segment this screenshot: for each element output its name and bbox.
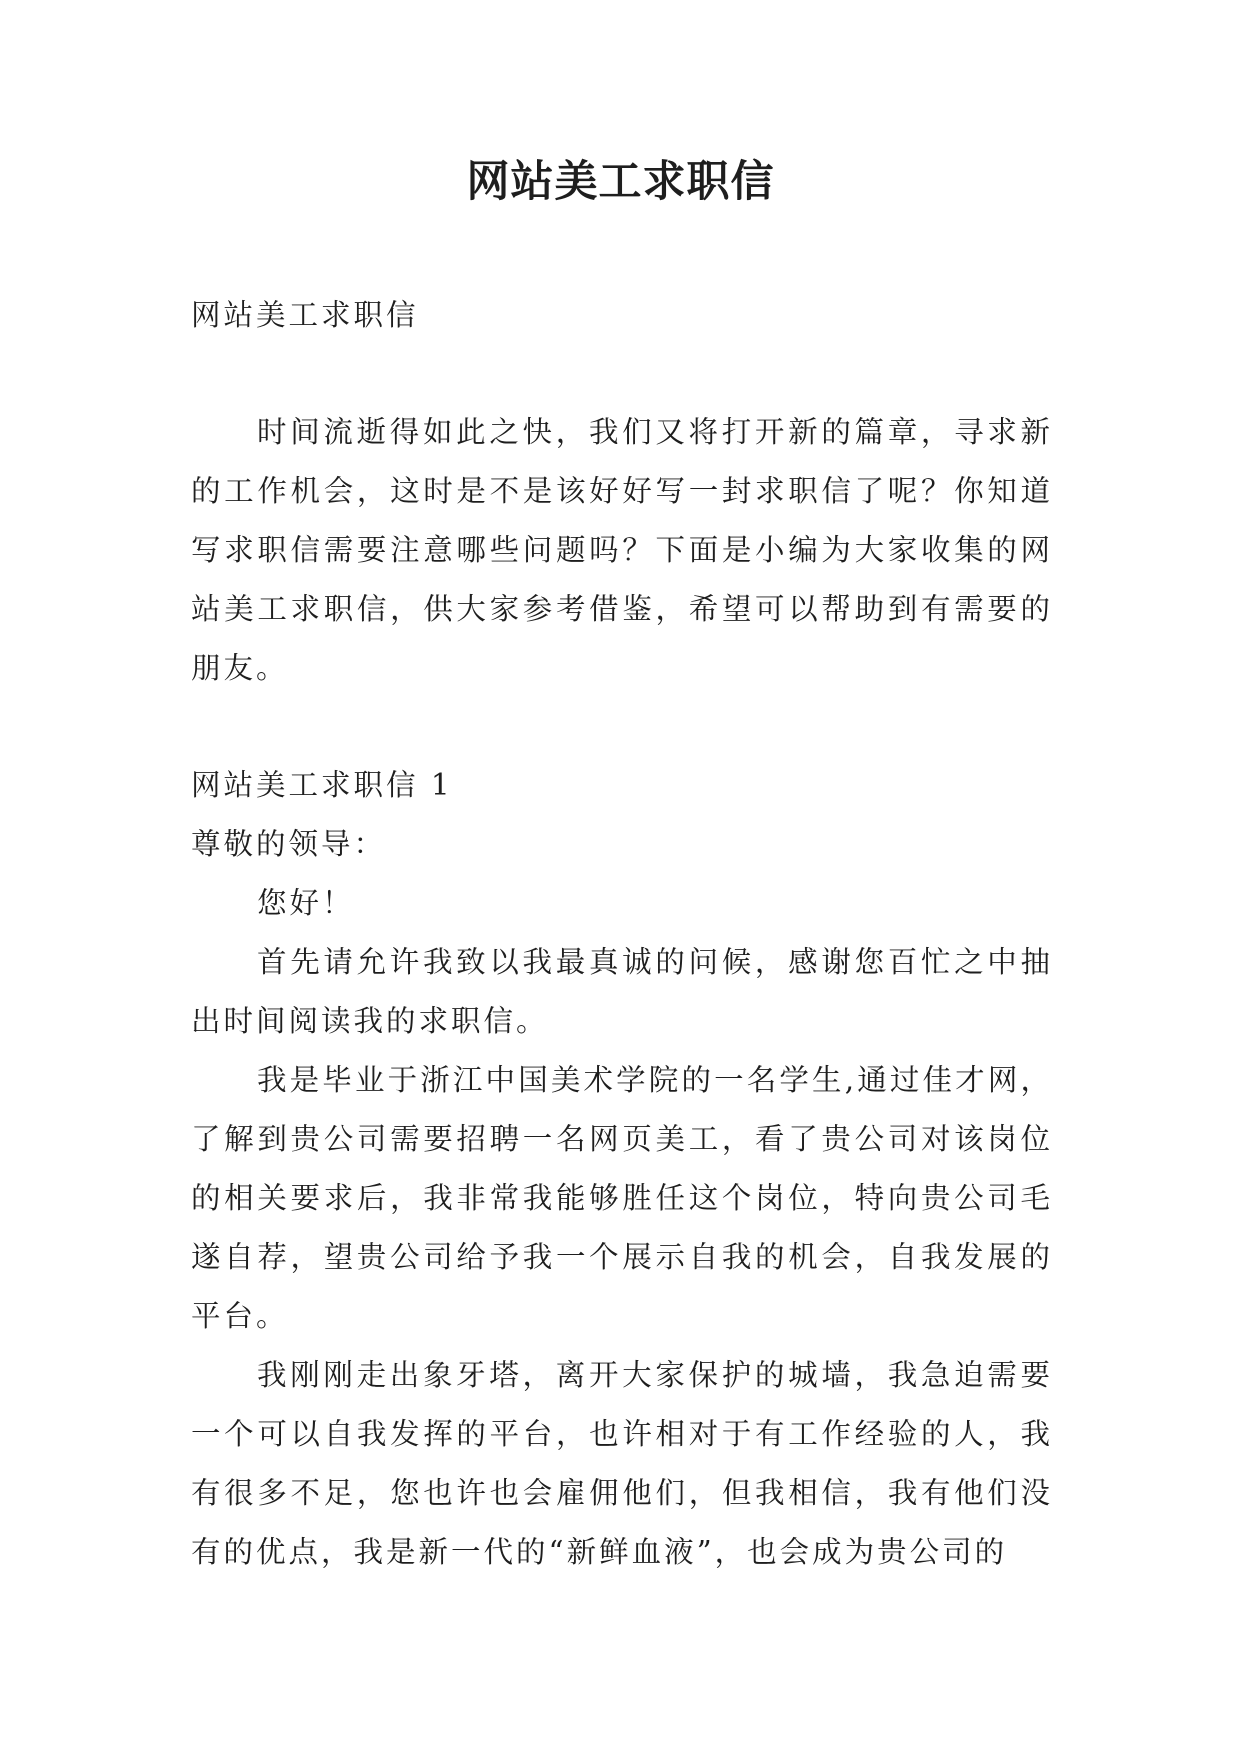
body-paragraph: 我是毕业于浙江中国美术学院的一名学生,通过佳才网，了解到贵公司需要招聘一名网页美工，看了贵公司对该岗位的相关要求后，我非常我能够胜任这个岗位，特向贵公司毛遂自荐，望贵公司给予我一个展示自我的机会，自我发展的平台。 (191, 1063, 1053, 1333)
body-paragraph: 我刚刚走出象牙塔，离开大家保护的城墙，我急迫需要一个可以自我发挥的平台，也许相对于有工作经验的人，我有很多不足，您也许也会雇佣他们，但我相信，我有他们没有的优点，我是新一代的“新鲜血液”，也会成为贵公司的 (191, 1358, 1053, 1569)
salutation: 尊敬的领导： (191, 827, 387, 861)
section-heading: 网站美工求职信 1 (191, 768, 453, 802)
document-subtitle: 网站美工求职信 (191, 298, 419, 332)
document-title: 网站美工求职信 (466, 157, 775, 207)
intro-paragraph: 时间流逝得如此之快，我们又将打开新的篇章，寻求新的工作机会，这时是不是该好好写一封求职信了呢？你知道写求职信需要注意哪些问题吗？下面是小编为大家收集的网站美工求职信，供大家参考借鉴，希望可以帮助到有需要的朋友。 (191, 415, 1053, 685)
greeting: 您好！ (257, 886, 355, 920)
body-paragraph: 首先请允许我致以我最真诚的问候，感谢您百忙之中抽出时间阅读我的求职信。 (191, 945, 1053, 1038)
document-body (191, 286, 1053, 1582)
